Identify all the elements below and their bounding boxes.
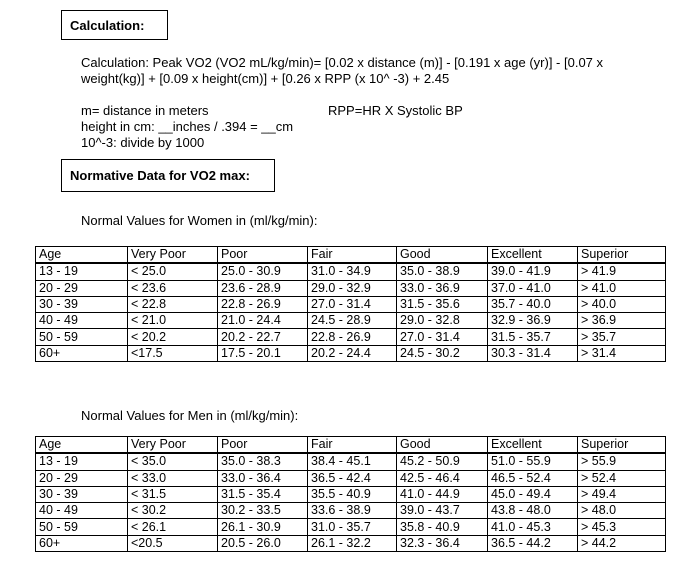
table-row — [36, 486, 666, 502]
value-cell: > 49.4 — [578, 486, 666, 502]
column-header: Poor — [218, 247, 308, 264]
value-cell: 32.3 - 36.4 — [397, 535, 488, 551]
calculation-heading-text: Calculation: — [70, 17, 145, 33]
value-cell: 37.0 - 41.0 — [488, 280, 578, 296]
age-cell: 20 - 29 — [36, 280, 128, 296]
value-cell: 42.5 - 46.4 — [397, 470, 488, 486]
value-cell: > 41.0 — [578, 280, 666, 296]
definition-height: height in cm: __inches / .394 = __cm — [81, 119, 294, 134]
age-cell: 40 - 49 — [36, 313, 128, 329]
value-cell: 35.0 - 38.3 — [218, 453, 308, 470]
age-cell: 20 - 29 — [36, 470, 128, 486]
value-cell: 30.2 - 33.5 — [218, 503, 308, 519]
value-cell: 35.8 - 40.9 — [397, 519, 488, 535]
value-cell: 51.0 - 55.9 — [488, 453, 578, 470]
value-cell: 38.4 - 45.1 — [308, 453, 397, 470]
value-cell: 46.5 - 52.4 — [488, 470, 578, 486]
table-row — [36, 503, 666, 519]
column-header: Fair — [308, 247, 397, 264]
value-cell: 41.0 - 45.3 — [488, 519, 578, 535]
value-cell: < 35.0 — [128, 453, 218, 470]
value-cell: 41.0 - 44.9 — [397, 486, 488, 502]
value-cell: 30.3 - 31.4 — [488, 345, 578, 361]
age-cell: 13 - 19 — [36, 453, 128, 470]
age-cell: 30 - 39 — [36, 486, 128, 502]
table-row — [36, 519, 666, 535]
value-cell: < 33.0 — [128, 470, 218, 486]
age-cell: 60+ — [36, 535, 128, 551]
value-cell: < 22.8 — [128, 296, 218, 312]
column-header: Excellent — [488, 247, 578, 264]
value-cell: < 31.5 — [128, 486, 218, 502]
table-row — [36, 263, 666, 280]
value-cell: < 23.6 — [128, 280, 218, 296]
value-cell: 26.1 - 30.9 — [218, 519, 308, 535]
value-cell: > 44.2 — [578, 535, 666, 551]
column-header: Good — [397, 247, 488, 264]
table-row — [36, 313, 666, 329]
value-cell: 36.5 - 44.2 — [488, 535, 578, 551]
age-cell: 50 - 59 — [36, 329, 128, 345]
column-header: Poor — [218, 437, 308, 454]
formula-line-2: weight(kg)] + [0.09 x height(cm)] + [0.26 x RPP (x 10^ -3) + 2.45 — [81, 71, 450, 86]
value-cell: > 48.0 — [578, 503, 666, 519]
value-cell: 35.0 - 38.9 — [397, 263, 488, 280]
table-header-row — [36, 247, 666, 264]
age-cell: 40 - 49 — [36, 503, 128, 519]
value-cell: 45.2 - 50.9 — [397, 453, 488, 470]
value-cell: 33.0 - 36.4 — [218, 470, 308, 486]
column-header: Fair — [308, 437, 397, 454]
age-cell: 60+ — [36, 345, 128, 361]
definition-distance: m= distance in meters — [81, 103, 209, 118]
value-cell: <17.5 — [128, 345, 218, 361]
column-header: Very Poor — [128, 247, 218, 264]
value-cell: 17.5 - 20.1 — [218, 345, 308, 361]
value-cell: 27.0 - 31.4 — [397, 329, 488, 345]
men-table-title: Normal Values for Men in (ml/kg/min): — [81, 408, 299, 423]
value-cell: > 52.4 — [578, 470, 666, 486]
column-header: Excellent — [488, 437, 578, 454]
value-cell: 45.0 - 49.4 — [488, 486, 578, 502]
value-cell: 33.6 - 38.9 — [308, 503, 397, 519]
column-header: Superior — [578, 437, 666, 454]
formula-line-1: Calculation: Peak VO2 (VO2 mL/kg/min)= [0.02 x distance (m)] - [0.191 x age (yr)] - [0.07 x — [81, 55, 604, 70]
age-cell: 30 - 39 — [36, 296, 128, 312]
value-cell: > 35.7 — [578, 329, 666, 345]
value-cell: 31.0 - 34.9 — [308, 263, 397, 280]
value-cell: 22.8 - 26.9 — [218, 296, 308, 312]
value-cell: > 45.3 — [578, 519, 666, 535]
value-cell: 39.0 - 43.7 — [397, 503, 488, 519]
value-cell: < 25.0 — [128, 263, 218, 280]
value-cell: 27.0 - 31.4 — [308, 296, 397, 312]
table-header-row — [36, 437, 666, 454]
table-row — [36, 280, 666, 296]
value-cell: 35.5 - 40.9 — [308, 486, 397, 502]
column-header: Very Poor — [128, 437, 218, 454]
value-cell: 20.5 - 26.0 — [218, 535, 308, 551]
value-cell: 21.0 - 24.4 — [218, 313, 308, 329]
table-row — [36, 453, 666, 470]
women-table-title: Normal Values for Women in (ml/kg/min): — [81, 213, 318, 228]
table-row — [36, 296, 666, 312]
value-cell: > 41.9 — [578, 263, 666, 280]
value-cell: 43.8 - 48.0 — [488, 503, 578, 519]
age-cell: 13 - 19 — [36, 263, 128, 280]
column-header: Good — [397, 437, 488, 454]
value-cell: > 55.9 — [578, 453, 666, 470]
column-header: Age — [36, 247, 128, 264]
value-cell: > 36.9 — [578, 313, 666, 329]
value-cell: < 20.2 — [128, 329, 218, 345]
women-values-table — [35, 246, 666, 362]
value-cell: <20.5 — [128, 535, 218, 551]
age-cell: 50 - 59 — [36, 519, 128, 535]
table-row — [36, 535, 666, 551]
definition-exponent: 10^-3: divide by 1000 — [81, 135, 205, 150]
value-cell: 29.0 - 32.9 — [308, 280, 397, 296]
value-cell: 33.0 - 36.9 — [397, 280, 488, 296]
value-cell: > 31.4 — [578, 345, 666, 361]
value-cell: 31.5 - 35.7 — [488, 329, 578, 345]
value-cell: 36.5 - 42.4 — [308, 470, 397, 486]
value-cell: 20.2 - 22.7 — [218, 329, 308, 345]
normative-heading-text: Normative Data for VO2 max: — [70, 168, 250, 183]
calculation-heading — [61, 10, 168, 40]
column-header: Superior — [578, 247, 666, 264]
value-cell: < 26.1 — [128, 519, 218, 535]
value-cell: 23.6 - 28.9 — [218, 280, 308, 296]
value-cell: 29.0 - 32.8 — [397, 313, 488, 329]
value-cell: 22.8 - 26.9 — [308, 329, 397, 345]
normative-heading — [61, 159, 275, 192]
value-cell: 25.0 - 30.9 — [218, 263, 308, 280]
value-cell: 26.1 - 32.2 — [308, 535, 397, 551]
men-values-table — [35, 436, 666, 552]
definition-rpp: RPP=HR X Systolic BP — [328, 103, 463, 118]
value-cell: 31.0 - 35.7 — [308, 519, 397, 535]
value-cell: 24.5 - 28.9 — [308, 313, 397, 329]
value-cell: > 40.0 — [578, 296, 666, 312]
table-row — [36, 345, 666, 361]
value-cell: 35.7 - 40.0 — [488, 296, 578, 312]
value-cell: 32.9 - 36.9 — [488, 313, 578, 329]
value-cell: 39.0 - 41.9 — [488, 263, 578, 280]
table-row — [36, 470, 666, 486]
column-header: Age — [36, 437, 128, 454]
value-cell: 31.5 - 35.4 — [218, 486, 308, 502]
value-cell: < 21.0 — [128, 313, 218, 329]
value-cell: < 30.2 — [128, 503, 218, 519]
value-cell: 24.5 - 30.2 — [397, 345, 488, 361]
table-row — [36, 329, 666, 345]
value-cell: 20.2 - 24.4 — [308, 345, 397, 361]
value-cell: 31.5 - 35.6 — [397, 296, 488, 312]
